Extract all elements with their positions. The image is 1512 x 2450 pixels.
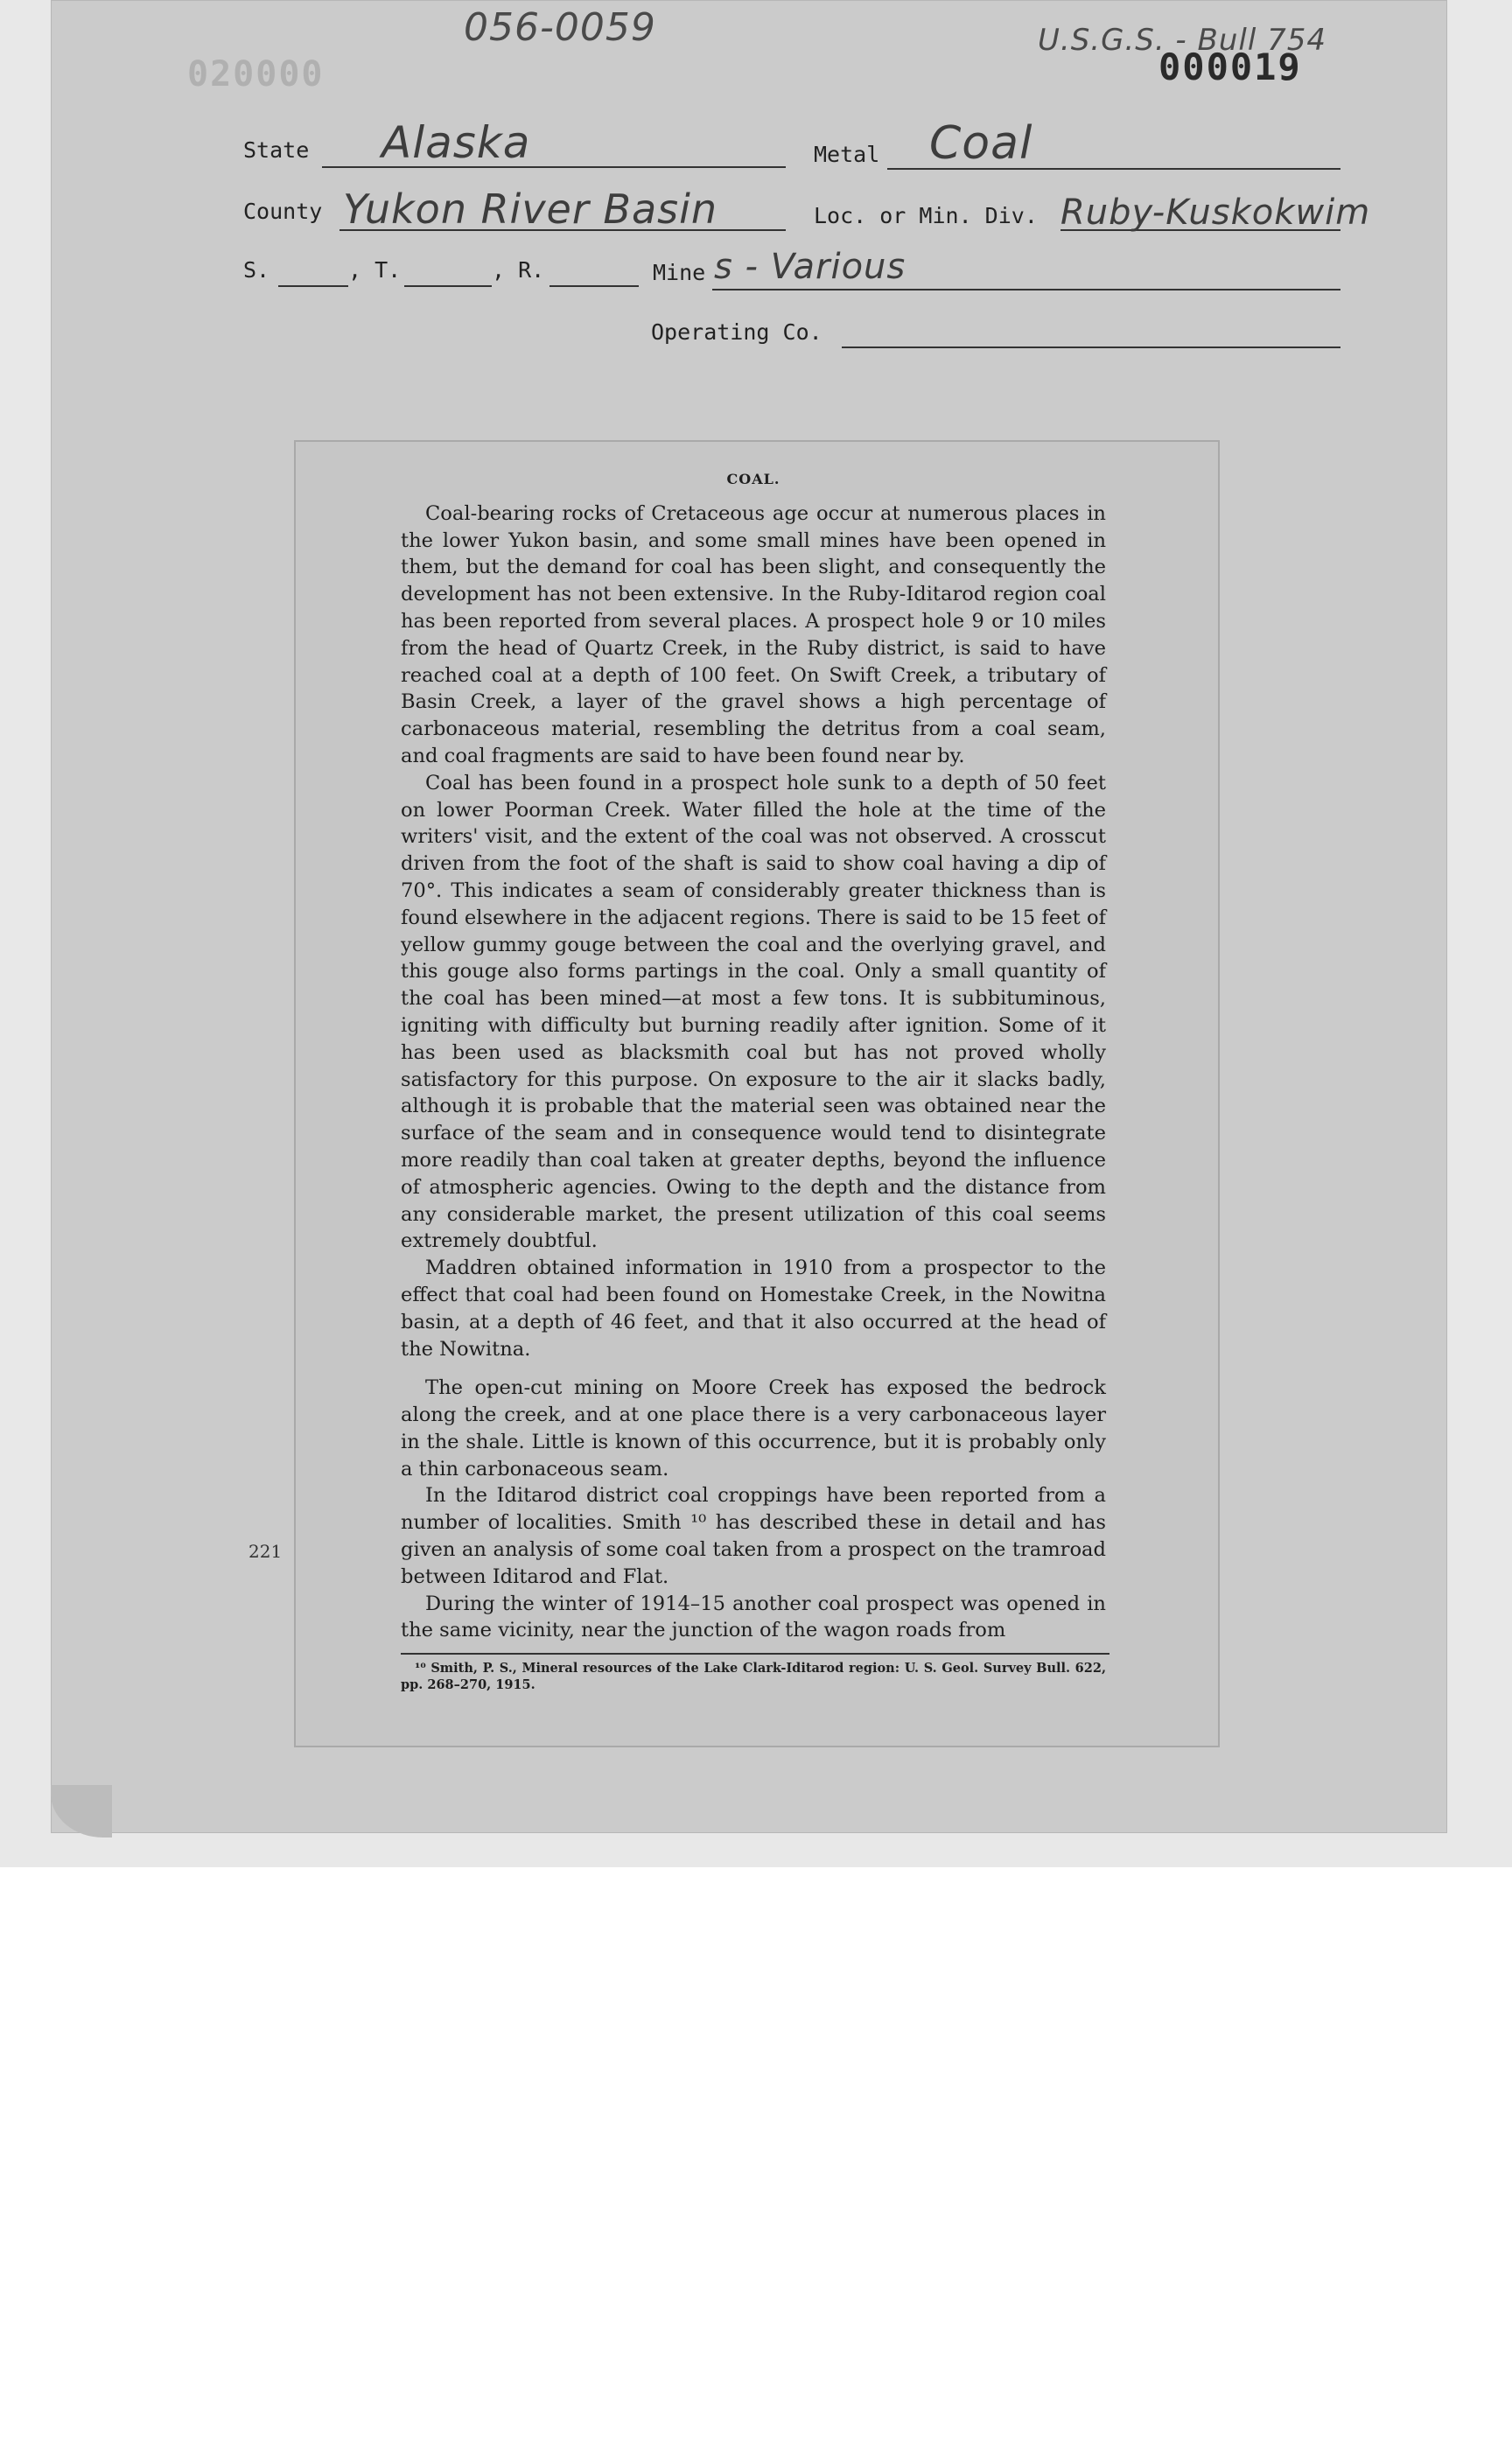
county-label: County (243, 199, 323, 224)
paragraph: In the Iditarod district coal croppings have been reported from a number of localities. Smith ¹⁰ has described these in detail and has given an analysis of some coal taken from a prospect on the tramroad between Iditarod and Flat. (401, 1484, 1106, 1588)
operating-line (842, 346, 1340, 348)
mine-label: Mine (653, 260, 706, 285)
loc-label: Loc. or Min. Div. (814, 203, 1038, 228)
paragraph: Coal has been found in a prospect hole sunk to a depth of 50 feet on lower Poorman Creek. Water filled the hole at the time of the writers' visit, and the extent of the coal was not observed. A crosscut driven from the foot of the shaft is said to show coal having a dip of 70°. This indicates a seam of considerably greater thickness than is found elsewhere in the adjacent regions. There is said to be 15 feet of yellow gummy gouge between the coal and the overlying gravel, and this gouge also forms partings in the coal. Only a small quantity of the coal has been mined—at most a few tons. It is subbituminous, igniting with difficulty but burning readily after ignition. Some of it has been used as blacksmith coal but has not proved wholly satisfactory for this purpose. On exposure to the air it slacks badly, although it is probable that the material seen was obtained near the surface of the seam and in consequence would tend to disintegrate more readily than coal taken at greater depths, beyond the influence of atmospheric agencies. Owing to the depth and the distance from any considerable market, the present utilization of this coal seems extremely doubtful. (401, 771, 1106, 1253)
paragraph: Maddren obtained information in 1910 from a prospector to the effect that coal had been found on Homestake Creek, in the Nowitna basin, at a depth of 46 feet, and that it also occurred at the head of the Nowitna. (401, 1256, 1106, 1361)
operating-label: Operating Co. (651, 319, 822, 345)
stamp-number-right: 000019 (1158, 46, 1302, 88)
page-body (401, 466, 1106, 1693)
page-number: 221 (248, 1541, 283, 1562)
state-label: State (243, 137, 310, 163)
reference-note: U.S.G.S. - Bull 754 (1038, 23, 1326, 58)
footnote: ¹⁰ Smith, P. S., Mineral resources of the Lake Clark-Iditarod region: U. S. Geol. Survey Bull. 622, pp. 268–270, 1915. (401, 1661, 1106, 1693)
file-number: 056-0059 (464, 5, 656, 50)
paragraph: Coal-bearing rocks of Cretaceous age occur at numerous places in the lower Yukon basin, and some small mines have been opened in them, but the demand for coal has been slight, and consequently the development has not been extensive. In the Ruby-Iditarod region coal has been reported from several places. A prospect hole 9 or 10 miles from the head of Quartz Creek, in the Ruby district, is said to have reached coal at a depth of 100 feet. On Swift Creek, a tributary of Basin Creek, a layer of the gravel shows a high percentage of carbonaceous material, resembling the detritus from a coal seam, and coal fragments are said to have been found near by. (401, 501, 1106, 767)
s-label: S. (243, 257, 270, 283)
loc-value: Ruby-Kuskokwim (1060, 192, 1371, 233)
book-page (296, 442, 1218, 1746)
metal-value: Coal (929, 117, 1033, 170)
t-line (404, 285, 492, 287)
t-label: , T. (348, 257, 402, 283)
paragraph: During the winter of 1914–15 another coal prospect was opened in the same vicinity, near the junction of the wagon roads from (401, 1592, 1106, 1642)
metal-label: Metal (814, 142, 880, 167)
stamp-number-left: 020000 (187, 54, 325, 94)
paragraph: The open-cut mining on Moore Creek has exposed the bedrock along the creek, and at one place there is a very carbonaceous layer in the shale. Little is known of this occurrence, but it is probably only a thin carbonaceous seam. (401, 1376, 1106, 1480)
r-line (550, 285, 639, 287)
state-value: Alaska (382, 117, 531, 168)
mine-line (712, 289, 1340, 290)
footnote-rule (401, 1653, 1110, 1655)
page-title: COAL. (726, 471, 780, 487)
s-line (278, 285, 348, 287)
county-value: Yukon River Basin (343, 186, 718, 233)
r-label: , R. (492, 257, 545, 283)
mine-value: s - Various (714, 247, 906, 287)
